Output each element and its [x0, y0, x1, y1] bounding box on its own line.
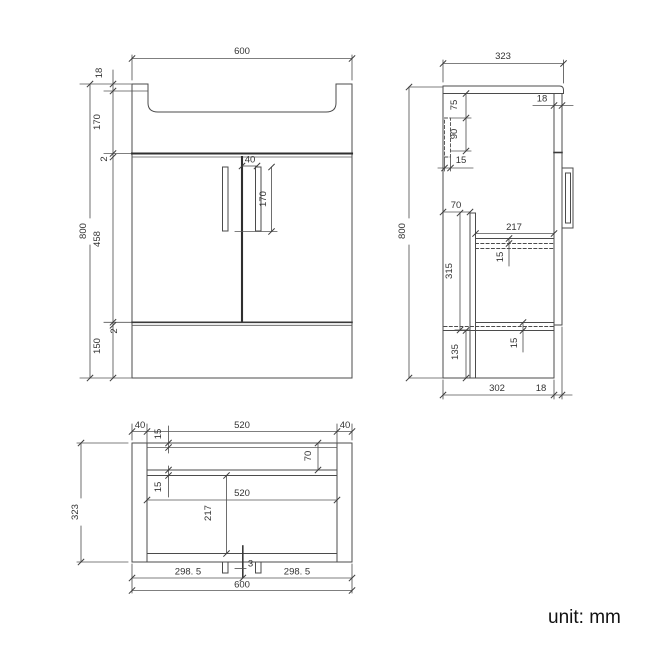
internal-divider [470, 213, 476, 378]
dim-label-front-458: 458 [92, 231, 103, 247]
dim-label-plan-3: 3 [247, 558, 254, 570]
dim-label-plan-298-right: 298. 5 [283, 566, 311, 578]
dim-label-side-shelf-15-top: 15 [495, 251, 506, 263]
plan-view [70, 420, 355, 593]
dim-label-side-315: 315 [444, 263, 455, 279]
side-view-dimension-lines [406, 60, 573, 399]
dim-label-plan-15-inner: 15 [153, 481, 164, 493]
dim-label-plan-520-top: 520 [234, 420, 250, 431]
dim-label-plan-600: 600 [234, 579, 250, 591]
dim-label-front-width: 600 [234, 46, 250, 57]
dim-label-side-rail-15: 15 [455, 155, 467, 166]
dim-label-plan-40-left: 40 [134, 420, 146, 431]
front-view-dimension-lines [80, 55, 355, 381]
dim-label-plan-15-back: 15 [153, 428, 164, 440]
unit-note: unit: mm [548, 607, 621, 628]
door-handle-left [223, 167, 229, 231]
dim-label-side-135: 135 [450, 344, 461, 360]
dim-label-side-75: 75 [449, 99, 460, 111]
dim-label-side-217: 217 [506, 222, 522, 233]
dim-label-front-18: 18 [94, 67, 105, 79]
dim-label-side-height: 800 [397, 223, 408, 239]
dim-label-side-70: 70 [450, 200, 462, 211]
dim-label-side-90: 90 [449, 128, 460, 140]
dim-label-side-door-18: 18 [536, 93, 548, 105]
plan-handle-right [256, 562, 262, 573]
side-view-dimension-ticks [406, 61, 566, 398]
dim-label-plan-depth-323: 323 [70, 504, 81, 520]
dim-label-front-height: 800 [78, 223, 89, 239]
dim-label-handle-offset: 40 [244, 154, 256, 166]
dim-label-front-170: 170 [92, 114, 103, 130]
countertop-profile [443, 86, 564, 94]
dim-label-front-2-top: 2 [99, 156, 110, 162]
dim-label-front-2-bottom: 2 [109, 328, 120, 334]
plan-outer-rect [132, 443, 352, 562]
dim-label-side-302: 302 [489, 383, 505, 394]
dim-label-side-shelf-15-bottom: 15 [509, 337, 520, 349]
dim-label-plan-298-left: 298. 5 [174, 566, 202, 578]
dim-label-front-150: 150 [92, 338, 103, 354]
dim-label-plan-217: 217 [203, 505, 214, 521]
front-view [78, 46, 355, 381]
dim-label-side-18-bottom: 18 [535, 383, 547, 394]
front-view-outline [132, 84, 352, 378]
basin-top-profile [132, 84, 352, 112]
plan-handle-left [223, 562, 229, 573]
dim-label-handle-length: 170 [258, 191, 269, 207]
side-handle-outer [562, 168, 573, 228]
dim-label-plan-40-right: 40 [339, 420, 351, 431]
front-view-dimension-ticks [87, 56, 355, 381]
dim-label-plan-70: 70 [303, 450, 314, 462]
dim-label-plan-520-inner: 520 [234, 488, 250, 499]
plan-view-outline [132, 443, 352, 577]
side-view [397, 51, 573, 399]
dim-label-side-depth: 323 [495, 51, 511, 62]
